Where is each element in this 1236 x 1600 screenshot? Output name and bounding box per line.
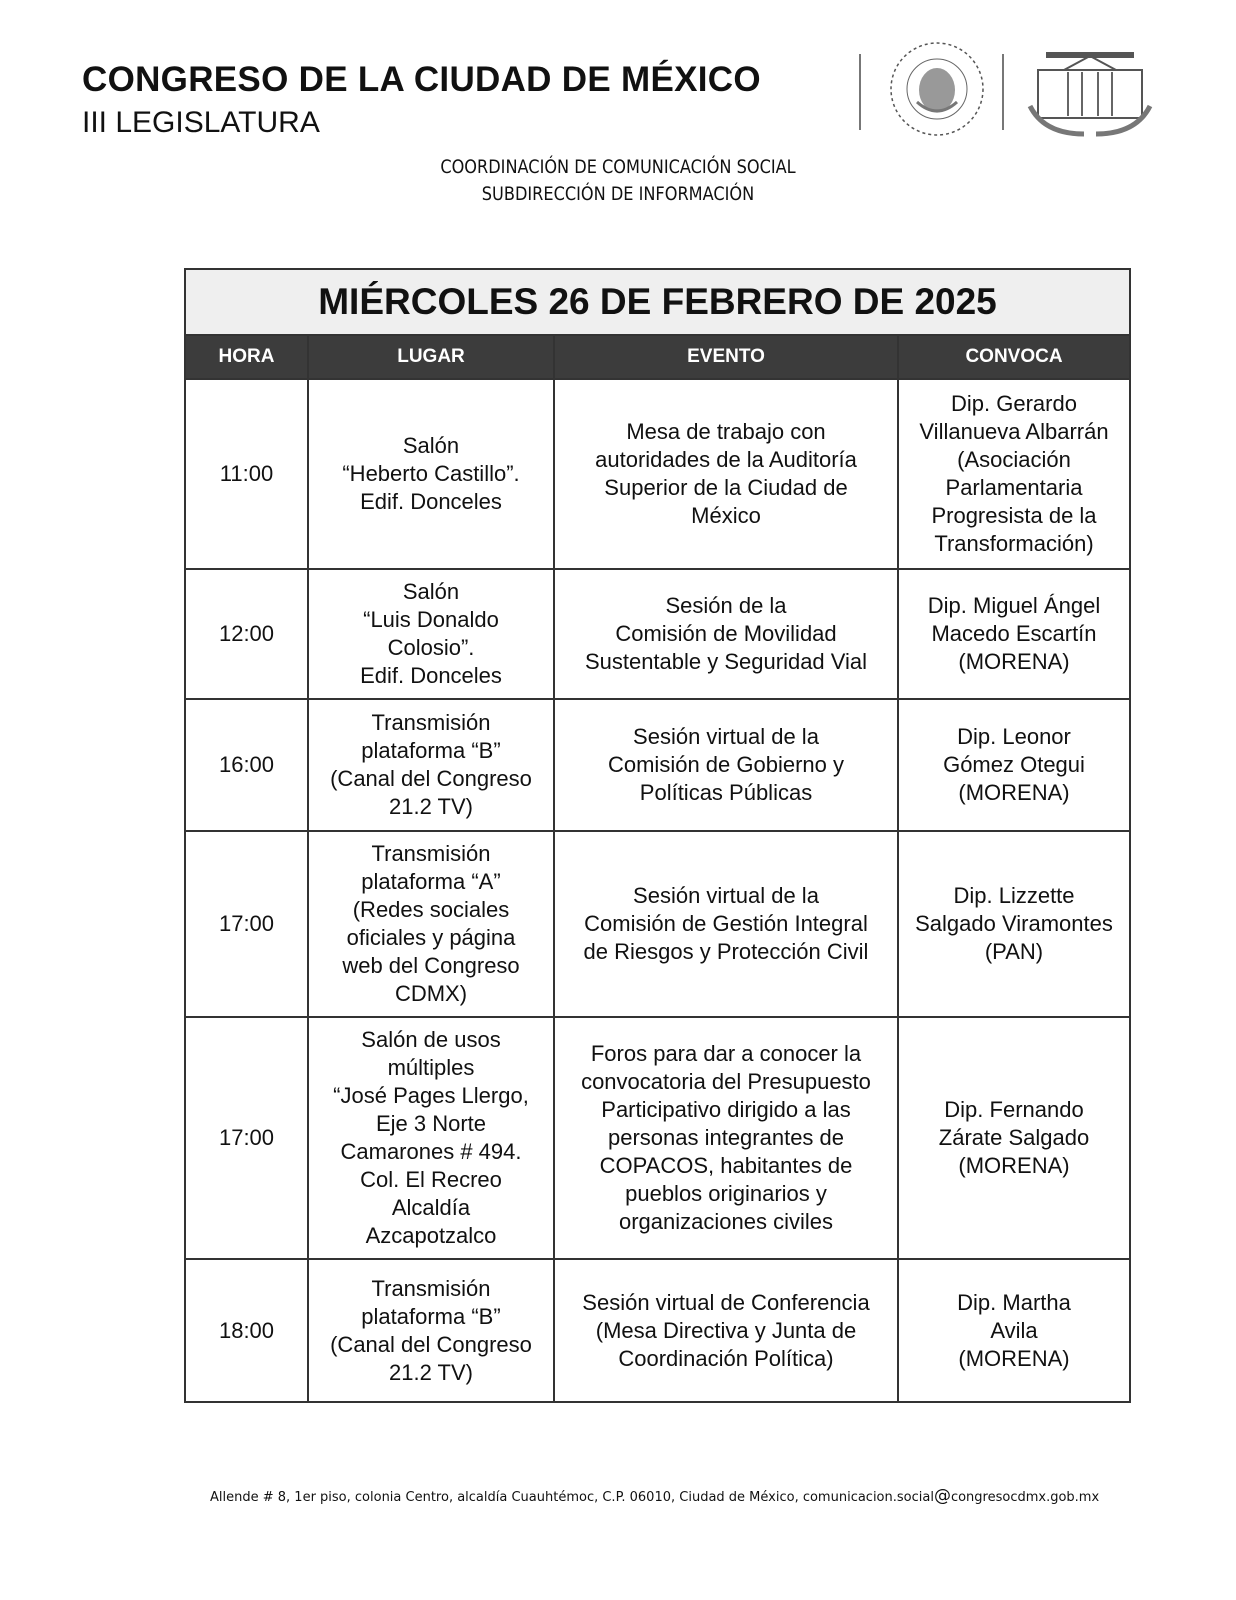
agenda-date-title: MIÉRCOLES 26 DE FEBRERO DE 2025 [185,269,1130,335]
cell-lugar: Salón “Luis Donaldo Colosio”. Edif. Donceles [308,569,554,699]
cell-evento: Mesa de trabajo con autoridades de la Auditoría Superior de la Ciudad de México [554,379,898,569]
cell-lugar: Salón de usos múltiples “José Pages Llergo, Eje 3 Norte Camarones # 494. Col. El Recreo Alcaldía Azcapotzalco [308,1017,554,1259]
subdirection-label: SUBDIRECCIÓN DE INFORMACIÓN [481,183,755,205]
cell-hora: 12:00 [185,569,308,699]
agenda-table [184,268,1131,1403]
column-header-convoca: CONVOCA [898,335,1130,379]
cell-convoca: Dip. Leonor Gómez Otegui (MORENA) [898,699,1130,831]
congress-building-logo [1024,44,1156,140]
cell-lugar: Transmisión plataforma “A” (Redes sociales oficiales y página web del Congreso CDMX) [308,831,554,1017]
cell-hora: 16:00 [185,699,308,831]
cell-convoca: Dip. Miguel Ángel Macedo Escartín (MORENA) [898,569,1130,699]
table-row [185,1259,1130,1402]
cell-hora: 18:00 [185,1259,308,1402]
cell-lugar: Transmisión plataforma “B” (Canal del Congreso 21.2 TV) [308,1259,554,1402]
footer-address-text: Allende # 8, 1er piso, colonia Centro, alcaldía Cuauhtémoc, C.P. 06010, Ciudad de México, comunicacion.social [210,1490,934,1505]
column-header-evento: EVENTO [554,335,898,379]
divider [1002,54,1004,130]
cell-lugar: Transmisión plataforma “B” (Canal del Congreso 21.2 TV) [308,699,554,831]
footer-at-sign: @ [933,1486,951,1506]
footer-email-domain: congresocdmx.gob.mx [950,1490,1100,1505]
cell-evento: Sesión virtual de la Comisión de Gestión Integral de Riesgos y Protección Civil [554,831,898,1017]
cell-convoca: Dip. Gerardo Villanueva Albarrán (Asociación Parlamentaria Progresista de la Transformación) [898,379,1130,569]
coordination-label: COORDINACIÓN DE COMUNICACIÓN SOCIAL [440,156,796,178]
table-row [185,1017,1130,1259]
cell-evento: Sesión virtual de Conferencia (Mesa Directiva y Junta de Coordinación Política) [554,1259,898,1402]
cell-evento: Sesión virtual de la Comisión de Gobierno y Políticas Públicas [554,699,898,831]
table-row [185,699,1130,831]
org-title: CONGRESO DE LA CIUDAD DE MÉXICO [82,60,761,99]
cell-hora: 17:00 [185,1017,308,1259]
cell-hora: 11:00 [185,379,308,569]
cell-convoca: Dip. Martha Avila (MORENA) [898,1259,1130,1402]
divider [859,54,861,130]
column-header-lugar: LUGAR [308,335,554,379]
table-row [185,569,1130,699]
cell-lugar: Salón “Heberto Castillo”. Edif. Donceles [308,379,554,569]
cell-convoca: Dip. Lizzette Salgado Viramontes (PAN) [898,831,1130,1017]
cell-evento: Foros para dar a conocer la convocatoria del Presupuesto Participativo dirigido a las personas integrantes de COPACOS, habitantes de pueblos originarios y organizaciones civiles [554,1017,898,1259]
cell-convoca: Dip. Fernando Zárate Salgado (MORENA) [898,1017,1130,1259]
table-row [185,831,1130,1017]
cell-hora: 17:00 [185,831,308,1017]
column-header-hora: HORA [185,335,308,379]
legislature-label: III LEGISLATURA [82,106,320,139]
table-row [185,379,1130,569]
footer-address [210,1486,1099,1506]
cell-evento: Sesión de la Comisión de Movilidad Sustentable y Seguridad Vial [554,569,898,699]
congress-seal-logo [887,40,987,138]
